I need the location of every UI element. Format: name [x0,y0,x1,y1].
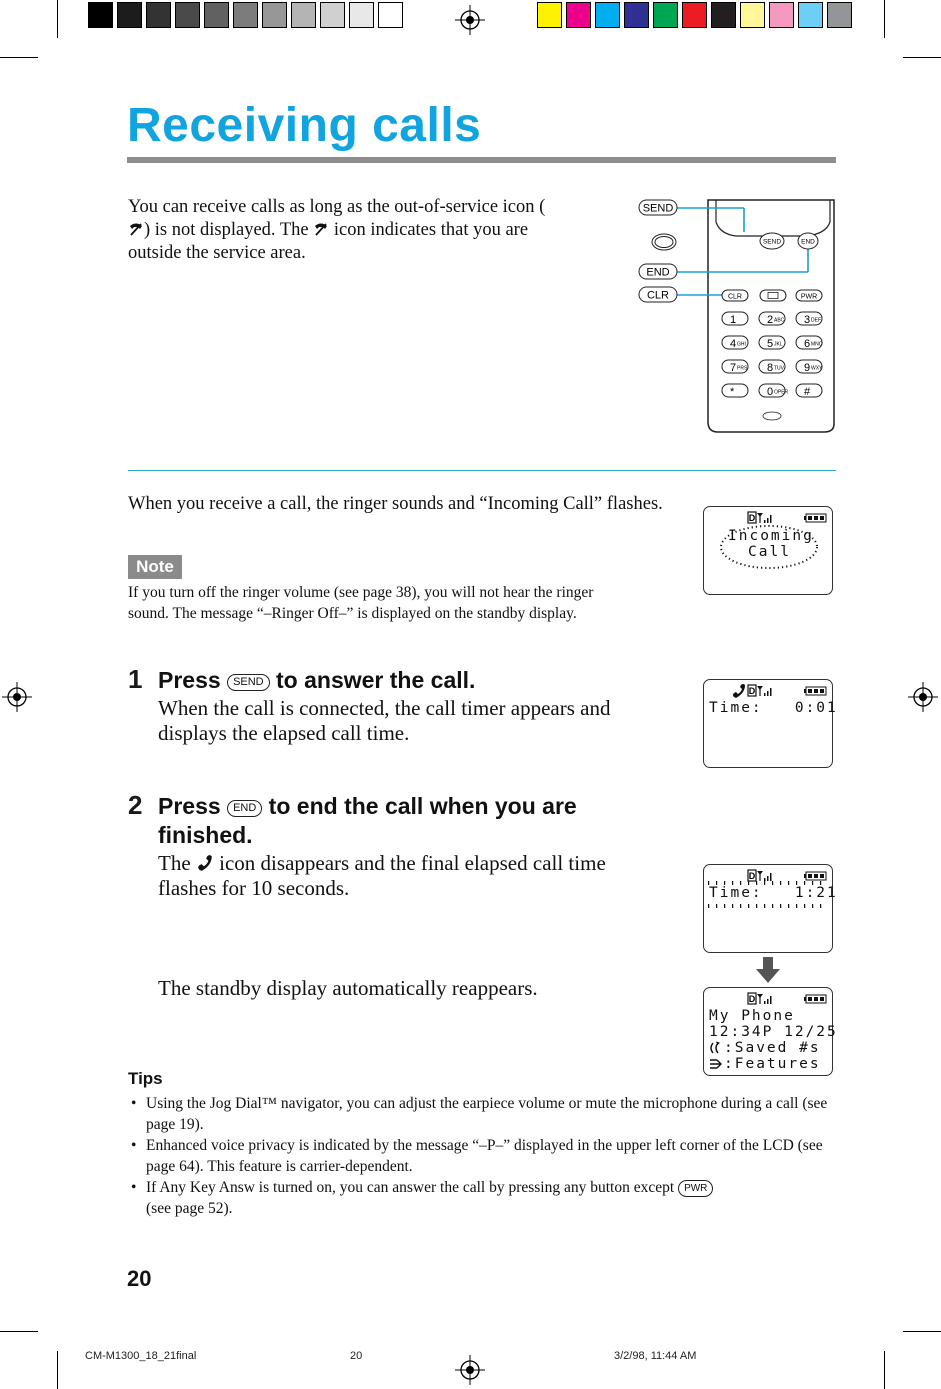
color-swatch [88,2,113,28]
display-line-2: Call [748,544,791,560]
footer-page: 20 [350,1350,363,1362]
phone-clr-key: CLR [727,293,743,301]
tips-heading: Tips [128,1069,163,1088]
intro-text-3: icon indicates that you are outside the service area. [128,220,529,263]
incoming-call-display [703,506,833,595]
display-line-1: My Phone [709,1008,795,1024]
phone-keypad-illustration [636,196,840,436]
clr-label: CLR [646,289,670,302]
keypad-digit: 0 [767,386,774,398]
color-swatch [291,2,316,28]
status-icons [744,991,829,1007]
step-1-body: When the call is connected, the call timer appears and displays the elapsed call time. [158,696,611,745]
keypad-letters: MNO [811,341,823,348]
intro-text-1: You can receive calls as long as the out-of-service icon ( [128,197,546,217]
svg-text:D: D [748,686,756,696]
color-swatch [117,2,142,28]
step-2-head-before: Press [158,793,228,819]
section-rule [128,470,836,471]
step-2-body [158,851,668,901]
color-swatch [769,2,794,28]
color-swatch [146,2,171,28]
send-label: SEND [642,202,674,215]
keypad-digit: 6 [804,338,811,350]
display-line-3: :Saved #s [724,1040,821,1056]
color-swatch [537,2,562,28]
signal-icon [757,513,772,523]
keypad-digit: # [804,386,811,398]
tip-item [128,1177,833,1219]
keypad-letters: OPER [774,389,789,396]
display-line-1: Time: 0:01 [709,700,838,716]
crop-mark [0,1331,38,1332]
crop-mark [57,0,58,38]
in-use-icon [733,684,745,698]
keypad-digit: 9 [804,362,811,374]
registration-mark-icon [2,682,32,712]
color-swatch [233,2,258,28]
note-badge: Note [128,555,182,579]
step-2-body-2: The standby display automatically reappears. [158,976,538,1000]
phone-send-key: SEND [762,238,782,246]
phone-pwr-key: PWR [800,293,818,301]
footer-date: 3/2/98, 11:44 AM [614,1350,697,1362]
step-2-number: 2 [128,790,143,820]
color-swatch [798,2,823,28]
call-timer-display [703,679,838,768]
color-swatch [262,2,287,28]
keypad-digit: 3 [804,314,811,326]
status-icons [730,683,830,699]
svg-text:D: D [748,994,756,1004]
keypad-digit: * [730,386,735,398]
crop-mark [903,1331,941,1332]
display-line-1: Time: 1:21 [709,885,838,901]
color-swatch [175,2,200,28]
keypad-letters: TUV [774,365,784,372]
color-swatch [653,2,678,28]
color-swatch [320,2,345,28]
color-swatch [566,2,591,28]
svg-text:D: D [748,871,756,881]
footer-filename: CM-M1300_18_21final [85,1350,197,1362]
intro-text-2: ) is not displayed. The [144,220,314,240]
step-1-head-before: Press [158,667,228,693]
crop-mark [57,1351,58,1389]
keypad-letters: PRS [737,365,748,372]
phone-end-key: END [801,238,815,246]
keypad-letters: WXY [811,365,823,372]
color-swatch [204,2,229,28]
display-line-2: 12:34P 12/25 [709,1024,838,1040]
out-of-service-icon [128,221,144,237]
color-swatch [378,2,403,28]
step-1-head-after: to answer the call. [269,667,476,693]
keypad-letters: JKL [774,341,783,348]
page-number: 20 [127,1266,152,1291]
standby-display [703,987,838,1076]
color-swatch [682,2,707,28]
keypad-digit: 1 [730,314,737,326]
tip-item: • Using the Jog Dial™ navigator, you can adjust the earpiece volume or mute the microphone during a call (see page 19). [128,1093,833,1135]
in-use-icon [196,854,214,872]
receive-paragraph: When you receive a call, the ringer sounds and “Incoming Call” flashes. [128,494,663,514]
step-1-heading [158,666,668,695]
crop-mark [884,1351,885,1389]
registration-mark-icon [455,1355,485,1385]
pwr-key-icon: PWR [678,1180,713,1197]
battery-icon [804,995,826,1003]
crop-mark [0,57,38,58]
step-2-head-after: to end the call when you are finished. [158,793,577,848]
tip-item: • Enhanced voice privacy is indicated by the message “–P–” displayed in the upper left corner of the LCD (see page 64). This feature is carrier-dependent. [128,1135,833,1177]
keypad-key-* [722,384,748,397]
color-swatch [711,2,736,28]
keypad-letters: DEF [811,317,821,324]
keypad-letters: GHI [737,341,746,348]
step-1-number: 1 [128,664,143,694]
keypad-digit: 7 [730,362,737,374]
keypad-letters: ABC [774,317,785,324]
color-swatch [827,2,852,28]
color-swatch [349,2,374,28]
keypad-digit: 4 [730,338,737,350]
step-2-heading [158,792,638,850]
svg-text:D: D [748,513,756,523]
color-swatch [624,2,649,28]
display-line-1: Incoming [728,528,814,544]
signal-icon [757,994,772,1004]
step-2-body-before: The [158,851,196,875]
keypad-digit: 5 [767,338,774,350]
page-title: Receiving calls [127,99,482,152]
registration-mark-icon [908,682,938,712]
display-line-4: :Features [724,1056,821,1072]
end-key-icon: END [227,800,262,817]
crop-mark [884,0,885,38]
title-rule [127,157,836,163]
signal-icon [757,686,772,696]
crop-mark [903,57,941,58]
battery-icon [804,687,826,695]
final-time-display [703,864,838,953]
tip-3-text: If Any Key Answ is turned on, you can answer the call by pressing any button except [146,1179,679,1196]
color-swatch [595,2,620,28]
out-of-service-icon [313,221,329,237]
keypad-digit: 2 [767,314,774,326]
arrow-right-icon [708,1057,724,1071]
down-arrow-icon [756,957,780,983]
battery-icon [804,514,826,522]
tip-3-after: (see page 52). [146,1200,233,1217]
intro-paragraph [128,196,548,265]
color-swatch [740,2,765,28]
step-2-body-after: icon disappears and the final elapsed call time flashes for 10 seconds. [158,851,606,900]
registration-mark-icon [455,5,485,35]
note-text: If you turn off the ringer volume (see page 38), you will not hear the ringer sound. The message “–Ringer Off–” is displayed on the standby display. [128,584,594,622]
tips-list [128,1093,833,1219]
keypad-digit: 8 [767,362,774,374]
send-key-icon: SEND [227,674,270,691]
end-label: END [646,266,670,279]
